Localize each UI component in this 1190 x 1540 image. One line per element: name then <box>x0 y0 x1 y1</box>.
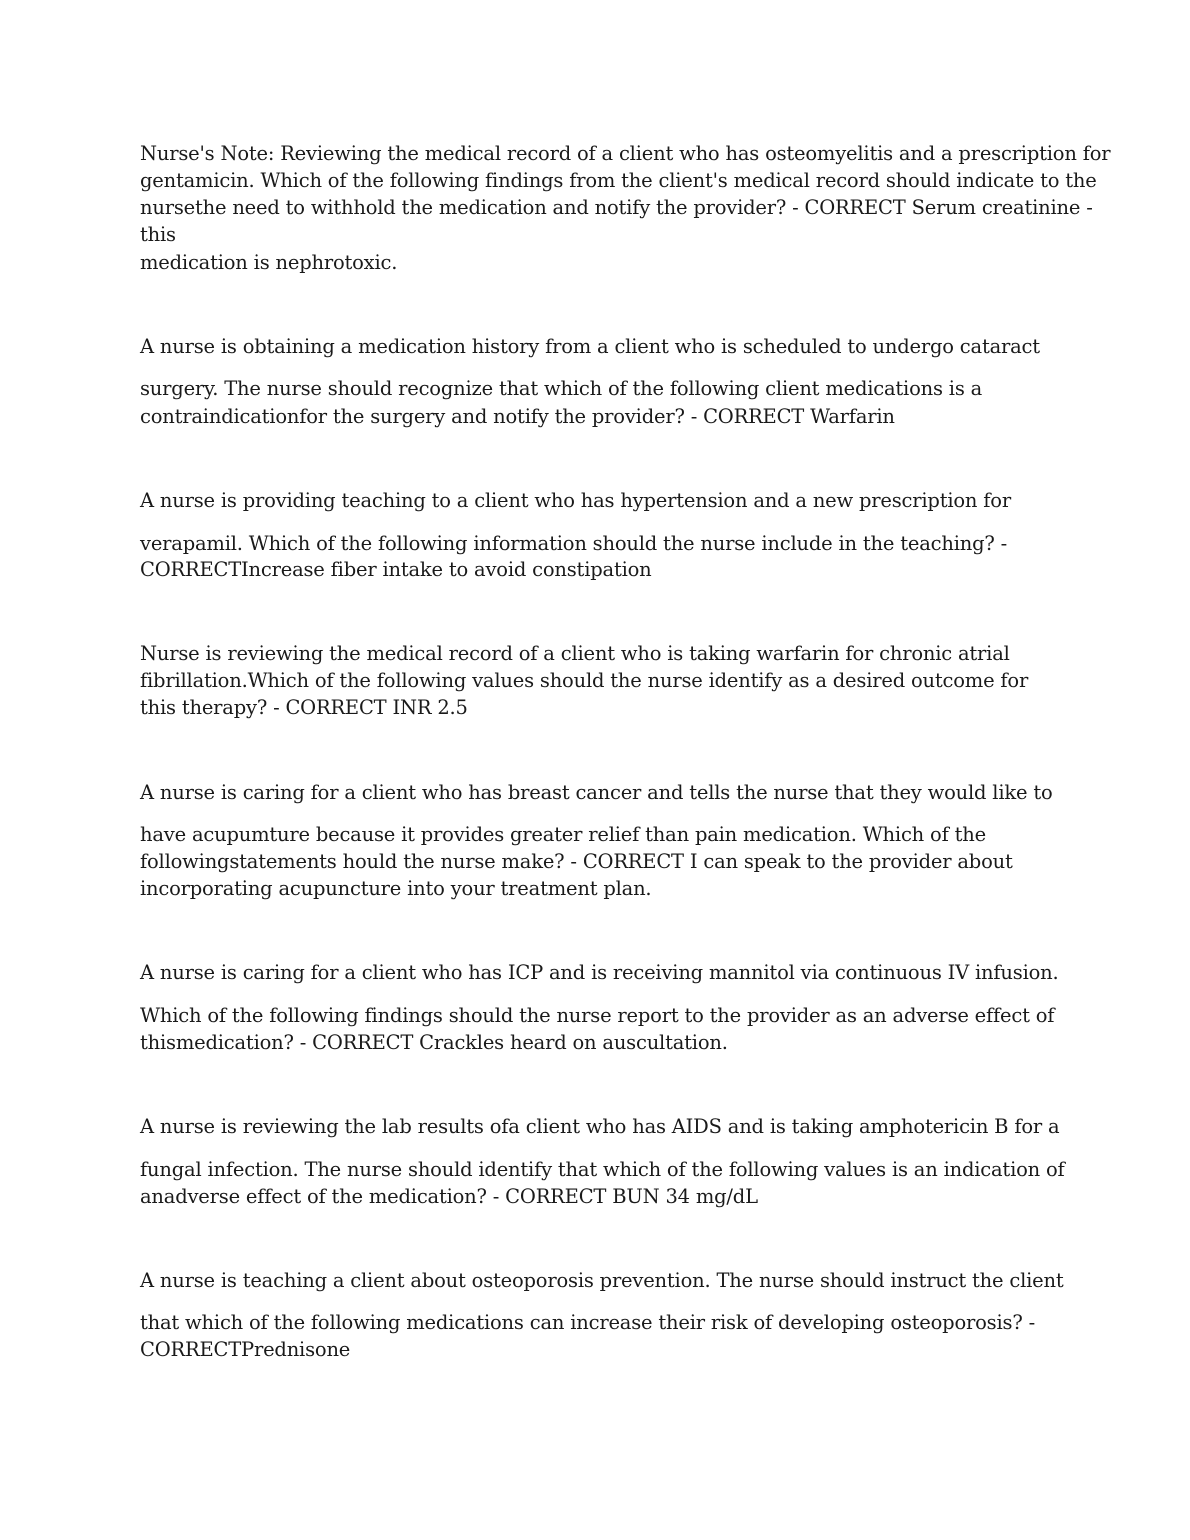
text-line: have acupumture because it provides greater relief than pain medication. Which of the <box>140 823 986 846</box>
text-line: anadverse effect of the medication? - CORRECT BUN 34 mg/dL <box>140 1185 758 1208</box>
text-line: fungal infection. The nurse should identify that which of the following values is an indication of <box>140 1158 1065 1181</box>
text-line: nursethe need to withhold the medication and notify the provider? - CORRECT Serum creatinine - <box>140 196 1093 219</box>
text-line: Nurse's Note: Reviewing the medical record of a client who has osteomyelitis and a prescription for <box>140 142 1111 165</box>
text-line: gentamicin. Which of the following findings from the client's medical record should indicate to the <box>140 169 1097 192</box>
text-line: CORRECTIncrease fiber intake to avoid constipation <box>140 558 652 581</box>
text-line: this therapy? - CORRECT INR 2.5 <box>140 696 468 719</box>
text-line: incorporating acupuncture into your treatment plan. <box>140 877 652 900</box>
text-line: A nurse is caring for a client who has ICP and is receiving mannitol via continuous IV infusion. <box>140 961 1059 984</box>
text-line: thismedication? - CORRECT Crackles heard on auscultation. <box>140 1031 728 1054</box>
text-line: Nurse is reviewing the medical record of a client who is taking warfarin for chronic atrial <box>140 642 1010 665</box>
text-line: A nurse is caring for a client who has breast cancer and tells the nurse that they would like to <box>140 781 1053 804</box>
text-line: verapamil. Which of the following information should the nurse include in the teaching? - <box>140 532 1008 555</box>
text-line: A nurse is reviewing the lab results ofa client who has AIDS and is taking amphotericin B for a <box>140 1115 1060 1138</box>
text-line: this <box>140 223 176 246</box>
text-line: medication is nephrotoxic. <box>140 251 398 274</box>
text-line: A nurse is providing teaching to a client who has hypertension and a new prescription for <box>140 489 1011 512</box>
text-line: followingstatements hould the nurse make? - CORRECT I can speak to the provider about <box>140 850 1013 873</box>
text-line: surgery. The nurse should recognize that which of the following client medications is a <box>140 377 983 400</box>
text-line: A nurse is obtaining a medication history from a client who is scheduled to undergo cataract <box>140 335 1040 358</box>
text-line: A nurse is teaching a client about osteoporosis prevention. The nurse should instruct the client <box>140 1269 1064 1292</box>
text-line: CORRECTPrednisone <box>140 1338 351 1361</box>
text-line: fibrillation.Which of the following values should the nurse identify as a desired outcome for <box>140 669 1029 692</box>
text-line: contraindicationfor the surgery and notify the provider? - CORRECT Warfarin <box>140 405 895 428</box>
text-line: that which of the following medications can increase their risk of developing osteoporosis? - <box>140 1311 1035 1334</box>
text-line: Which of the following findings should the nurse report to the provider as an adverse effect of <box>140 1004 1055 1027</box>
